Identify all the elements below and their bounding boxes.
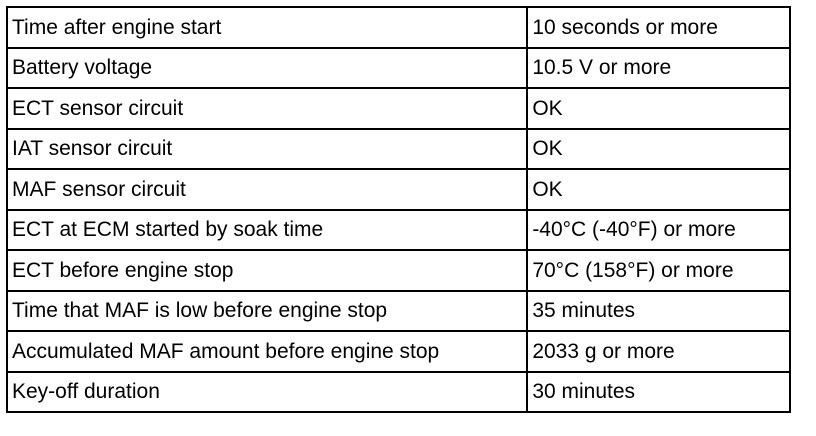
value-cell: OK <box>527 169 790 210</box>
table-row <box>7 88 790 129</box>
value-cell: -40°C (-40°F) or more <box>527 210 790 251</box>
value-cell: 35 minutes <box>527 291 790 332</box>
table-row <box>7 129 790 170</box>
table-row <box>7 331 790 372</box>
parameter-cell: Battery voltage <box>7 48 527 89</box>
table-row <box>7 250 790 291</box>
value-cell: OK <box>527 129 790 170</box>
table-row <box>7 169 790 210</box>
parameter-cell: ECT sensor circuit <box>7 88 527 129</box>
parameter-cell: ECT before engine stop <box>7 250 527 291</box>
conditions-table-body <box>7 7 790 412</box>
table-row <box>7 7 790 48</box>
value-cell: 10.5 V or more <box>527 48 790 89</box>
value-cell: 30 minutes <box>527 372 790 413</box>
parameter-cell: Accumulated MAF amount before engine stop <box>7 331 527 372</box>
value-cell: 70°C (158°F) or more <box>527 250 790 291</box>
value-cell: 10 seconds or more <box>527 7 790 48</box>
parameter-cell: Key-off duration <box>7 372 527 413</box>
table-row <box>7 372 790 413</box>
parameter-cell: Time that MAF is low before engine stop <box>7 291 527 332</box>
table-row <box>7 48 790 89</box>
value-cell: OK <box>527 88 790 129</box>
value-cell: 2033 g or more <box>527 331 790 372</box>
table-row <box>7 291 790 332</box>
parameter-cell: IAT sensor circuit <box>7 129 527 170</box>
conditions-table <box>6 6 791 413</box>
parameter-cell: MAF sensor circuit <box>7 169 527 210</box>
table-row <box>7 210 790 251</box>
parameter-cell: Time after engine start <box>7 7 527 48</box>
parameter-cell: ECT at ECM started by soak time <box>7 210 527 251</box>
